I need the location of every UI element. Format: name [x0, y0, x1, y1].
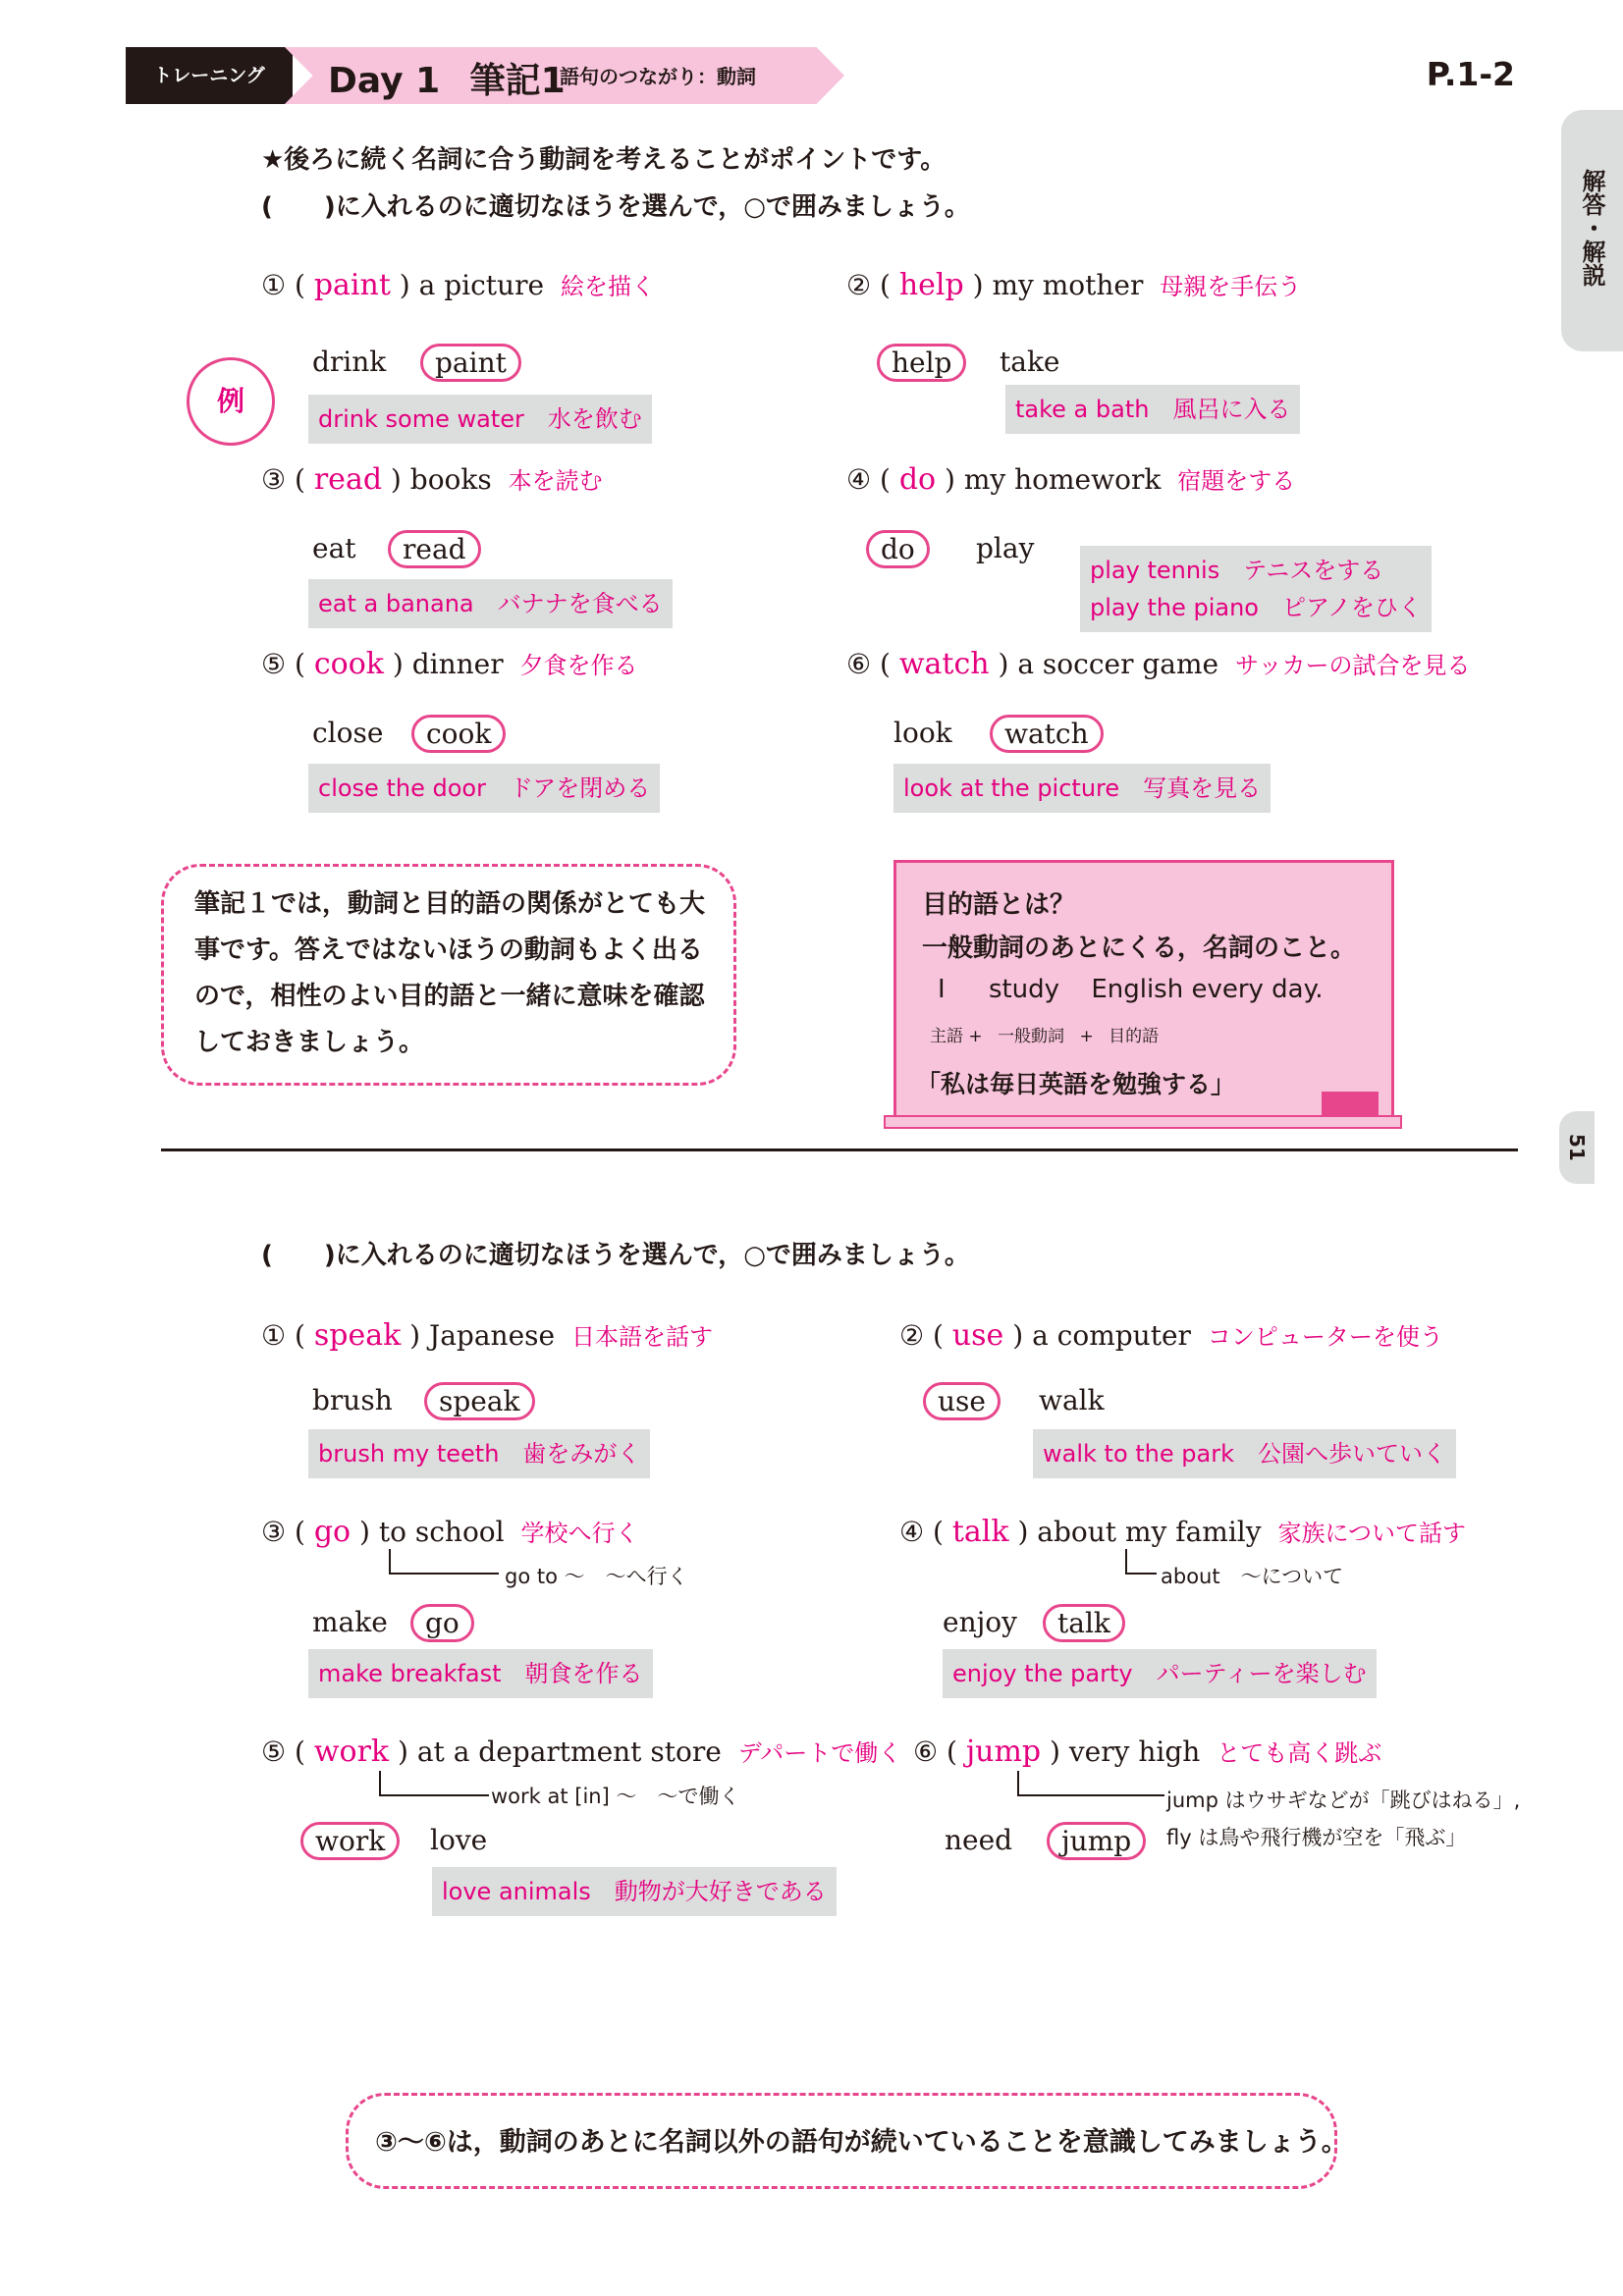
tip-text-bottom: ③～⑥は，動詞のあとに名詞以外の語句が続いていることを意識してみましょう。 — [375, 2127, 1348, 2158]
answer: cook — [313, 647, 384, 681]
board-verb: study — [988, 975, 1060, 1004]
p2-question-3: ③ ( go ) to school 学校へ行く — [261, 1515, 639, 1549]
example-box — [1080, 546, 1432, 632]
phrase-note: jump はウサギなどが「跳びはねる」, — [1166, 1789, 1521, 1812]
example-box: close the door ドアを閉める — [308, 764, 660, 813]
item-number: ⑥ — [846, 648, 872, 680]
example-badge: 例 — [187, 357, 275, 446]
question-rest: books — [409, 463, 492, 496]
p1-question-4: ④ ( do ) my homework 宿題をする — [846, 462, 1296, 497]
option-b-circled: talk — [1043, 1604, 1125, 1642]
option-b-circled: jump — [1047, 1822, 1146, 1860]
option-a-circled: help — [877, 344, 966, 382]
blackboard-ledge — [884, 1115, 1402, 1129]
board-subject: I — [938, 975, 946, 1004]
part1-instruction: ( )に入れるのに適切なほうを選んで，○で囲みましょう。 — [261, 192, 970, 222]
item-number: ① — [261, 1319, 287, 1352]
phrase-note-2: fly は鳥や飛行機が空を「飛ぶ」 — [1166, 1826, 1467, 1849]
header-title — [328, 53, 566, 103]
question-japanese: とても高く跳ぶ — [1217, 1739, 1382, 1767]
option-a: need — [945, 1824, 1013, 1856]
question-japanese: 家族について話す — [1277, 1520, 1466, 1547]
example-box: walk to the park 公園へ歩いていく — [1033, 1429, 1456, 1478]
answer: speak — [313, 1318, 402, 1353]
header-tag: トレーニング — [126, 47, 293, 104]
page-reference: P.1-2 — [1426, 55, 1515, 93]
item-number: ② — [899, 1319, 925, 1352]
example-box: brush my teeth 歯をみがく — [308, 1429, 650, 1478]
note-bracket — [1125, 1549, 1157, 1575]
option-a-circled: do — [866, 530, 930, 568]
phrase-note: go to ～ ～へ行く — [505, 1565, 688, 1588]
example-box: enjoy the party パーティーを楽しむ — [943, 1649, 1377, 1698]
board-roles — [930, 1022, 1159, 1046]
question-japanese: 本を読む — [508, 467, 603, 495]
option-b-circled: paint — [420, 344, 521, 382]
item-number: ⑤ — [261, 1735, 287, 1768]
question-japanese: 日本語を話す — [570, 1323, 713, 1351]
question-japanese: 母親を手伝う — [1160, 273, 1302, 300]
board-translation: 「私は毎日英語を勉強する」 — [916, 1070, 1236, 1098]
p2-question-1: ① ( speak ) Japanese 日本語を話す — [261, 1318, 713, 1353]
board-line: 一般動詞のあとにくる，名詞のこと。 — [922, 934, 1357, 963]
option-a: make — [312, 1606, 388, 1638]
p1-question-3: ③ ( read ) books 本を読む — [261, 462, 603, 497]
option-b-circled: speak — [424, 1382, 535, 1420]
answer: help — [898, 268, 964, 302]
section-divider — [161, 1148, 1518, 1151]
example-box: look at the picture 写真を見る — [893, 764, 1271, 813]
option-a: enjoy — [943, 1606, 1017, 1638]
item-number: ③ — [261, 463, 287, 496]
example-line-1: play tennis テニスをする — [1090, 557, 1384, 584]
note-bracket — [389, 1549, 499, 1575]
phrase-note: about ～について — [1161, 1565, 1344, 1588]
part1-lead: ★後ろに続く名詞に合う動詞を考えることがポイントです。 — [261, 145, 947, 175]
eraser-icon — [1322, 1092, 1379, 1115]
option-a-circled: work — [300, 1822, 400, 1860]
p2-question-4: ④ ( talk ) about my family 家族について話す — [899, 1515, 1466, 1549]
question-rest: very high — [1068, 1735, 1201, 1768]
question-rest: my mother — [992, 269, 1144, 301]
side-tab-label: 解答・解説 — [1578, 169, 1605, 287]
answer: work — [313, 1735, 390, 1769]
item-number: ③ — [261, 1516, 287, 1548]
answer: paint — [313, 268, 391, 302]
tip-text: 筆記１では，動詞と目的語の関係がとても大事です。答えではないほうの動詞もよく出るので，相性のよい目的語と一緒に意味を確認しておきましょう。 — [194, 889, 706, 1057]
question-rest: Japanese — [429, 1319, 556, 1352]
board-object: English every day. — [1091, 975, 1324, 1004]
board-sentence — [938, 975, 1324, 1004]
option-a: drink — [312, 346, 387, 378]
role-subject: 主語 + — [930, 1027, 983, 1046]
question-japanese: 夕食を作る — [519, 652, 638, 679]
question-rest: a picture — [418, 269, 545, 301]
question-rest: dinner — [411, 648, 504, 680]
example-box: make breakfast 朝食を作る — [308, 1649, 653, 1698]
question-rest: to school — [378, 1516, 505, 1548]
p2-question-6: ⑥ ( jump ) very high とても高く跳ぶ — [913, 1735, 1382, 1769]
question-rest: a computer — [1032, 1319, 1191, 1352]
answer: talk — [951, 1515, 1009, 1549]
role-verb: 一般動詞 — [998, 1027, 1065, 1046]
page-number: 51 — [1559, 1111, 1595, 1184]
part2-instruction: ( )に入れるのに適切なほうを選んで，○で囲みましょう。 — [261, 1241, 970, 1270]
answer: watch — [898, 647, 990, 681]
question-japanese: 絵を描く — [560, 273, 655, 300]
p1-question-2: ② ( help ) my mother 母親を手伝う — [846, 268, 1302, 302]
question-japanese: 宿題をする — [1177, 467, 1296, 495]
answer: use — [951, 1318, 1004, 1353]
question-japanese: サッカーの試合を見る — [1235, 652, 1471, 679]
item-number: ④ — [846, 463, 872, 496]
question-japanese: 学校へ行く — [520, 1520, 639, 1547]
example-line-2: play the piano ピアノをひく — [1090, 594, 1423, 621]
answer: go — [313, 1515, 352, 1549]
option-b-circled: go — [410, 1604, 474, 1642]
option-a: look — [893, 717, 952, 749]
p1-question-1: ① ( paint ) a picture 絵を描く — [261, 268, 655, 302]
header-section: 筆記1 — [469, 61, 566, 101]
question-rest: at a department store — [416, 1735, 722, 1768]
p1-question-5: ⑤ ( cook ) dinner 夕食を作る — [261, 647, 638, 681]
question-japanese: コンピューターを使う — [1207, 1323, 1443, 1351]
option-a: brush — [312, 1384, 393, 1416]
answer: jump — [965, 1735, 1042, 1769]
p1-question-6: ⑥ ( watch ) a soccer game サッカーの試合を見る — [846, 647, 1471, 681]
option-b: love — [430, 1824, 488, 1856]
example-box: eat a banana バナナを食べる — [308, 579, 673, 628]
question-rest: my homework — [963, 463, 1162, 496]
role-plus: + — [1079, 1027, 1094, 1046]
blackboard — [893, 860, 1394, 1123]
option-b: play — [976, 532, 1035, 564]
question-rest: a soccer game — [1017, 648, 1219, 680]
item-number: ④ — [899, 1516, 925, 1548]
item-number: ⑥ — [913, 1735, 939, 1768]
question-japanese: デパートで働く — [737, 1739, 902, 1767]
example-box: love animals 動物が大好きである — [432, 1867, 837, 1916]
p2-question-5: ⑤ ( work ) at a department store デパートで働く — [261, 1735, 902, 1769]
option-b-circled: watch — [990, 715, 1104, 753]
p2-question-2: ② ( use ) a computer コンピューターを使う — [899, 1318, 1443, 1353]
question-rest: about my family — [1037, 1516, 1262, 1548]
answer: do — [898, 462, 937, 497]
option-a: close — [312, 717, 384, 749]
item-number: ② — [846, 269, 872, 301]
board-title: 目的語とは？ — [922, 890, 1076, 920]
option-a: eat — [312, 532, 356, 564]
option-b-circled: cook — [411, 715, 506, 753]
header-subtitle: 語句のつながり：動詞 — [560, 65, 756, 88]
option-b: take — [1000, 346, 1060, 378]
phrase-note: work at [in] ～ ～で働く — [491, 1785, 740, 1808]
header-day: Day 1 — [328, 61, 441, 101]
note-bracket — [379, 1771, 489, 1796]
item-number: ① — [261, 269, 287, 301]
option-b: walk — [1039, 1384, 1105, 1416]
note-bracket — [1017, 1771, 1164, 1796]
option-b-circled: read — [388, 530, 481, 568]
example-box: drink some water 水を飲む — [308, 395, 652, 444]
example-box: take a bath 風呂に入る — [1005, 385, 1300, 434]
answer: read — [313, 462, 383, 497]
role-object: 目的語 — [1109, 1027, 1160, 1046]
item-number: ⑤ — [261, 648, 287, 680]
option-a-circled: use — [923, 1382, 1001, 1420]
